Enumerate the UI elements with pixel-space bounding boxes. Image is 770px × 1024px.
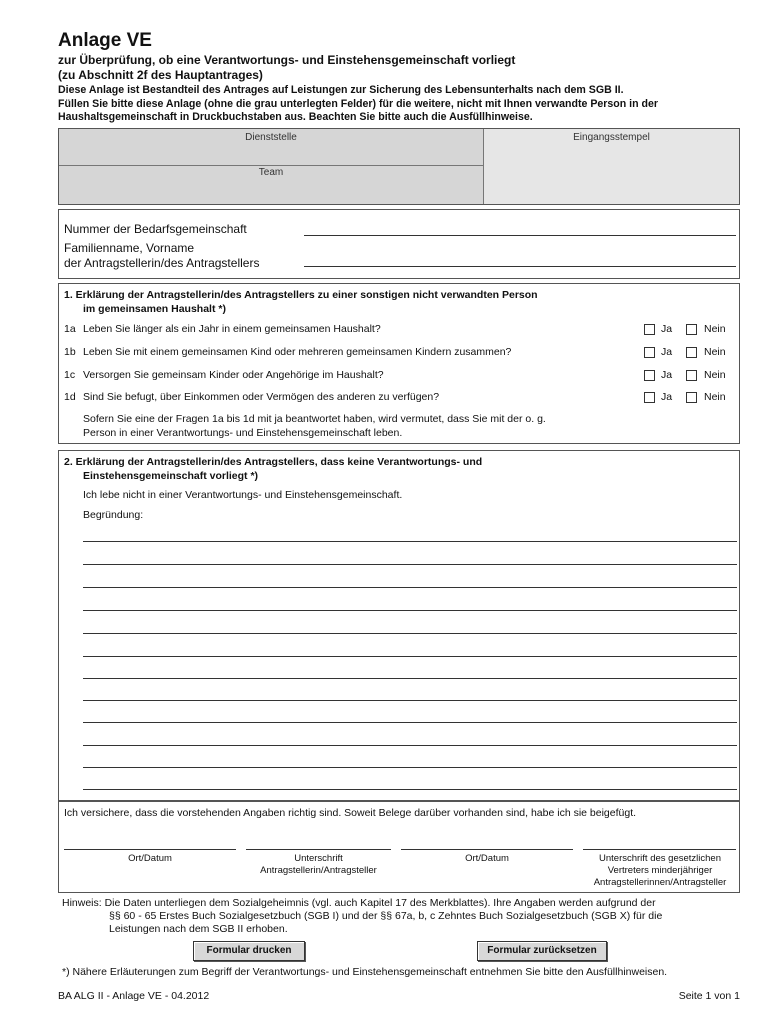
section-2-heading-2: Einstehensgemeinschaft vorliegt *) <box>83 470 259 482</box>
question-text: Leben Sie länger als ein Jahr in einem gemeinsamen Haushalt? <box>83 323 381 335</box>
caption-line: Vertreters minderjähriger <box>607 865 713 876</box>
ja-label: Ja <box>661 391 673 403</box>
ort-datum-field-1[interactable] <box>64 837 236 850</box>
reason-line[interactable] <box>83 746 737 768</box>
name-label: Familienname, Vorname <box>64 241 195 255</box>
checkbox-1d-nein[interactable] <box>686 392 697 403</box>
section-1-note-2: Person in einer Verantwortungs- und Einstehensgemeinschaft leben. <box>83 427 403 439</box>
name-field[interactable] <box>304 250 736 267</box>
page-subtitle-section: (zu Abschnitt 2f des Hauptantrages) <box>58 68 263 82</box>
bg-number-field[interactable] <box>304 219 736 236</box>
ja-label: Ja <box>661 369 673 381</box>
page-subtitle: zur Überprüfung, ob eine Verantwortungs- und Einstehensgemeinschaft vorliegt <box>58 53 516 67</box>
question-text: Versorgen Sie gemeinsam Kinder oder Angehörige im Haushalt? <box>83 369 384 381</box>
caption-line: Antragstellerin/Antragsteller <box>260 865 377 876</box>
reason-line[interactable] <box>83 542 737 565</box>
nein-label: Nein <box>704 346 726 358</box>
reason-label: Begründung: <box>83 509 144 521</box>
ort-datum-field-2[interactable] <box>401 837 573 850</box>
ort-datum-caption-2: Ort/Datum <box>465 853 509 864</box>
section-1-note: Sofern Sie eine der Fragen 1a bis 1d mit ja beantwortet haben, wird vermutet, dass Sie mit der o. g. <box>83 413 546 425</box>
question-text: Leben Sie mit einem gemeinsamen Kind oder mehreren gemeinsamen Kindern zusammen? <box>83 346 512 358</box>
reason-line[interactable] <box>83 588 737 611</box>
office-left-area <box>59 129 484 204</box>
checkbox-1d-ja[interactable] <box>644 392 655 403</box>
page-title: Anlage VE <box>58 30 152 51</box>
checkbox-1b-nein[interactable] <box>686 347 697 358</box>
print-form-button[interactable]: Formular drucken <box>193 941 305 961</box>
checkbox-1a-nein[interactable] <box>686 324 697 335</box>
applicant-signature-caption <box>246 853 391 877</box>
ja-label: Ja <box>661 346 673 358</box>
ort-datum-caption-1: Ort/Datum <box>128 853 172 864</box>
question-1a <box>64 323 381 335</box>
intro-line: Diese Anlage ist Bestandteil des Antrages auf Leistungen zur Sicherung des Lebensunterhalts nach dem SGB II. <box>58 84 624 96</box>
checkbox-1b-ja[interactable] <box>644 347 655 358</box>
section-2-box <box>58 450 740 801</box>
privacy-notice: Hinweis: Die Daten unterliegen dem Sozialgeheimnis (vgl. auch Kapitel 17 des Merkblattes). Ihre Angaben werden aufgrund der <box>62 897 656 909</box>
caption-line: Unterschrift des gesetzlichen <box>599 853 721 864</box>
eingangsstempel-label: Eingangsstempel <box>573 132 650 143</box>
intro-text <box>58 84 738 125</box>
footnote: *) Nähere Erläuterungen zum Begriff der Verantwortungs- und Einstehensgemeinschaft entnehmen Sie bitte den Ausfüllhinweisen. <box>62 966 668 978</box>
privacy-notice-2: §§ 60 - 65 Erstes Buch Sozialgesetzbuch (SGB I) und der §§ 67a, b, c Zehntes Buch Sozialgesetzbuch (SGB X) für die <box>109 910 663 922</box>
question-text: Sind Sie befugt, über Einkommen oder Vermögen des anderen zu verfügen? <box>83 391 440 403</box>
nein-label: Nein <box>704 369 726 381</box>
section-2-statement: Ich lebe nicht in einer Verantwortungs- und Einstehensgemeinschaft. <box>83 489 403 501</box>
privacy-notice-3: Leistungen nach dem SGB II erhoben. <box>109 923 288 935</box>
nein-label: Nein <box>704 323 726 335</box>
intro-line: Haushaltsgemeinschaft in Druckbuchstaben aus. Beachten Sie bitte auch die Ausfüllhinweise. <box>58 111 533 123</box>
reason-line[interactable] <box>83 723 737 746</box>
guardian-signature-caption <box>574 853 746 889</box>
team-label: Team <box>258 167 284 178</box>
section-1-heading: 1. Erklärung der Antragstellerin/des Antragstellers zu einer sonstigen nicht verwandten Person <box>64 289 538 301</box>
reason-line[interactable] <box>83 522 737 542</box>
question-1d <box>64 391 439 403</box>
form-id: BA ALG II - Anlage VE - 04.2012 <box>58 990 210 1002</box>
eingangsstempel-area <box>484 129 739 204</box>
checkbox-1a-ja[interactable] <box>644 324 655 335</box>
question-1c <box>64 369 384 381</box>
question-number: 1a <box>64 323 76 335</box>
reason-line[interactable] <box>83 768 737 790</box>
section-2-heading: 2. Erklärung der Antragstellerin/des Antragstellers, dass keine Verantwortungs- und <box>64 456 483 468</box>
declaration-text: Ich versichere, dass die vorstehenden Angaben richtig sind. Soweit Belege darüber vorhanden sind, habe ich sie beigefügt. <box>64 807 637 819</box>
bg-number-label: Nummer der Bedarfsgemeinschaft <box>64 222 247 236</box>
reason-line[interactable] <box>83 657 737 679</box>
dienststelle-label: Dienststelle <box>245 132 297 143</box>
checkbox-1c-ja[interactable] <box>644 370 655 381</box>
signature-box <box>58 801 740 893</box>
reason-line[interactable] <box>83 701 737 723</box>
section-1-box <box>58 283 740 444</box>
nein-label: Nein <box>704 391 726 403</box>
caption-line: Antragstellerinnen/Antragsteller <box>593 877 727 888</box>
page-number: Seite 1 von 1 <box>678 990 740 1002</box>
intro-line: Füllen Sie bitte diese Anlage (ohne die grau unterlegten Felder) für die weitere, nicht mit Ihnen verwandte Person in der <box>58 97 659 110</box>
reason-line[interactable] <box>83 611 737 634</box>
reason-line[interactable] <box>83 634 737 657</box>
signature-field-guardian[interactable] <box>583 837 736 850</box>
reason-line[interactable] <box>83 565 737 588</box>
name-label-2: der Antragstellerin/des Antragstellers <box>64 256 260 270</box>
section-1-heading-2: im gemeinsamen Haushalt *) <box>83 303 226 315</box>
question-number: 1c <box>64 369 76 381</box>
applicant-box <box>58 209 740 279</box>
checkbox-1c-nein[interactable] <box>686 370 697 381</box>
question-number: 1b <box>64 346 76 358</box>
ja-label: Ja <box>661 323 673 335</box>
caption-line: Unterschrift <box>294 853 343 864</box>
divider <box>59 165 484 166</box>
office-use-box <box>58 128 740 205</box>
question-number: 1d <box>64 391 76 403</box>
signature-field-applicant[interactable] <box>246 837 391 850</box>
question-1b <box>64 346 511 358</box>
reset-form-button[interactable]: Formular zurücksetzen <box>477 941 607 961</box>
reason-line[interactable] <box>83 679 737 701</box>
